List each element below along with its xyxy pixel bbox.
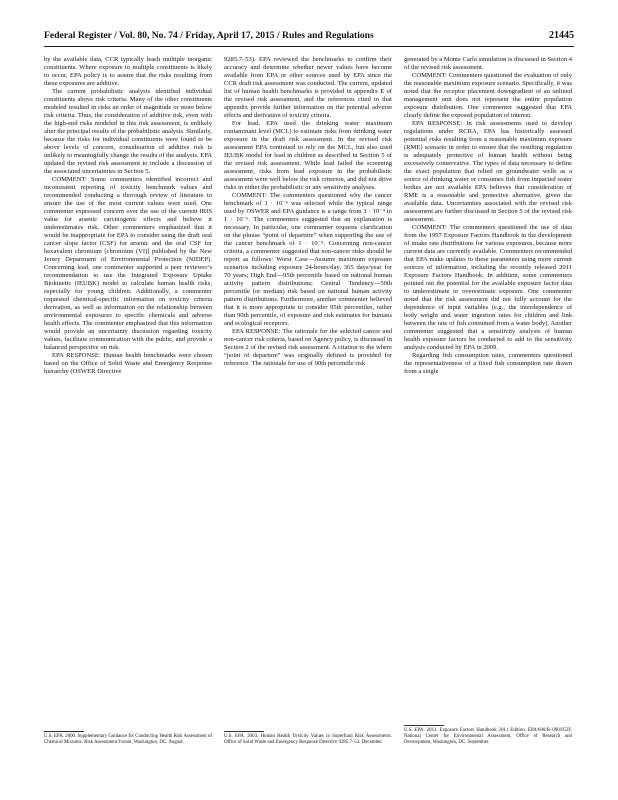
paragraph: For lead, EPA used the drinking water maximum contaminant level (MCL) to estimate risks from drinking water exposure in the draft risk assessment. In the revised risk assessment EPA continued to rely on the MCL, but also used IEUBK model for lead in children as described in Section 5 of the revised risk assessment. While lead failed the screening assessment, risks from lead exposure in the probabilistic assessment were well below the risk criterion, and did not drive risks in either the probabilistic or any sensitivity analyses. [224,120,392,191]
footnote-rule [44,731,84,732]
paragraph: COMMENT: Some commenters identified incorrect and inconsistent reporting of toxicity benchmark values and recommended conducting a thorough review of literature to ensure the use of the most current values were used. One commenter expressed concern over the use of the current IRIS value for arsenic carcinogenic effects and believe it underestimates risk. Other commenters emphasized that it would be inappropriate for EPA to consider using the draft oral cancer slope factor (CSF) for arsenic and the oral CSF for hexavalent chromium [chromium (VI)] published by the New Jersey Department of Environmental Protection (NJDEP). Concerning lead, one commenter supported a peer reviewer’s recommendation to use the Integrated Exposure Uptake Biokinetic (IEUBK) model to calculate human health risks, especially for young children. Additionally, a commenter requested chemical-specific information on toxicity criteria derivation, as well as information on the relationship between environmental exposures to specific chemicals and adverse health effects. The commenter emphasized that this information would provide an uncertainty discussion regarding toxicity values, facilitate communication with the public, and provide a balanced perspective on risk. [44,176,212,351]
column-body [404,56,572,722]
footnote: U.S. EPA. 2000. Supplementary Guidance for Conducting Health Risk Assessment of Chemical Mixtures. Risk Assessment Forum, Washington, DC. August. [44,734,212,745]
column-body [224,56,392,728]
column-2 [224,56,392,746]
footnote-rule [404,725,444,726]
header-citation: Federal Register / Vol. 80, No. 74 / Friday, April 17, 2015 / Rules and Regulations [44,30,374,41]
column-1 [44,56,212,746]
paragraph: COMMENT: The commenters questioned why the cancer benchmark of 1 · 10⁻⁵ was selected while the typical range used by OSWER and EPA guidance is a range from 1 · 10⁻⁴ to 1 · 10⁻⁶. The commenters suggested that an explanation is necessary. In particular, one commenter requests clarification on the phrase “point of departure” when supporting the use of the cancer benchmark of 1 · 10⁻⁵. Concerning non-cancer criteria, a commenter suggested that non-cancer risks should be report as follows: Worst Case—Assume maximum exposure scenarios including exposure 24-hours/day, 365 days/year for 70 years; High End—95th percentile based on national human activity pattern distributions; Central Tendency—50th percentile (or median) risk based on national human activity pattern distributions. Furthermore, another commenter believed that it is more appropriate to consider 95th percentiles, rather than 90th percentile, of exposure and risk estimates for humans and ecological receptors. [224,192,392,327]
paragraph: generated by a Monte Carlo simulation is discussed in Section 4 of the revised risk assessment. [404,56,572,71]
column-body [44,56,212,728]
text-columns [44,56,574,746]
paragraph: COMMENT: The commenters questioned the use of data from the 1997 Exposure Factors Handbook in the development of intake rate distributions for various exposures, because more current data are currently available. Commenters recommended that EPA make updates to these parameters using more current sources of information, including the recently released 2011 Exposure Factors Handbook. In addition, some commenters pointed out the potential for the available exposure factor data to underestimate or overestimate exposure. One commenter noted that the risk assessment did not fully account for the dependence of input variables (e.g., the interdependence of body weight and water ingestion rates for children and link between the rate of fish consumed from a water body). Another commenter suggested that a sensitivity analysis of human health exposure factors be conducted to add to the sensitivity analysis conducted by EPA in 2009. [404,224,572,351]
page-header [44,30,574,44]
paragraph: Regarding fish consumption rates, commenters questioned the representativeness of a fixed fish consumption rate drawn from a single [404,352,572,375]
paragraph: The current probabilistic analysis identified individual constituents above risk criteria. Many of the other constituents modeled resulted in risks an order of magnitude or more below risk criteria. Thus, the consideration of additive risk, even with the high-end risks modeled in this risk assessment, is unlikely alter the principal results of the probabilistic analysis. Similarly, because the risks for individual constituents were found to be above levels of concern, consideration of additive risk is unlikely to meaningfully change the results of the analysis. EPA updated the revised risk assessment to include a discussion of the associated uncertainties in Section 5. [44,88,212,175]
page-number: 21445 [549,30,574,41]
footnote: U.S. EPA. 2003. Human Health Toxicity Values in Superfund Risk Assessments. Office of Solid Waste and Emergency Response Directive 9285.7–53. December. [224,734,392,745]
paragraph: EPA RESPONSE: In risk assessments used to develop regulations under RCRA, EPA has historically assessed potential risks resulting from a reasonable maximum exposure (RME) scenario in order to ensure that the resulting regulation is adequately protective of human health without being excessively conservative. The types of data necessary to define the exact population that relied on groundwater wells as a source of drinking water or consumes fish from impacted water bodies are not available EPA believes that consideration of RME is a reasonable and protective alternative, given the available data. Uncertainties associated with the revised risk assessment are further discussed in Section 5 of the revised risk assessment. [404,120,572,223]
paragraph: by the available data, CCR typically leach multiple inorganic constituents. Where exposure to multiple constituents is likely to occur, EPA policy is to assure that the risks resulting from these exposures are additive. [44,56,212,87]
header-rule [44,46,574,47]
footnote: U.S. EPA. 2011. Exposure Factors Handbook 2011 Edition. EPA/600/R–090/052F. National Center for Environmental Assessment, Office of Research and Development, Washington, DC. September. [404,728,572,745]
paragraph: EPA RESPONSE: The rationale for the selected cancer and non-cancer risk criteria, based on Agency policy, is discussed in Section 2 of the revised risk assessment. A citation to the where “point of departure” was originally defined is provided for reference. The rationale for use of 90th percentile risk [224,328,392,367]
paragraph: 9285.7–53). EPA reviewed the benchmarks to confirm their accuracy and determine whether newer values have become available from EPA or other sources used by EPA since the CCR draft risk assessment was conducted. The current, updated list of human health benchmarks is provided in appendix E of the revised risk assessment, and the references cited in that appendix provide further information on the potential adverse effects and derivation of toxicity criteria. [224,56,392,119]
footnote-rule [224,731,264,732]
paragraph: EPA RESPONSE: Human health benchmarks were chosen based on the Office of Solid Waste and Emergency Response hierarchy (OSWER Directive [44,352,212,375]
column-3 [404,56,572,746]
paragraph: COMMENT: Commenters questioned the evaluation of only the reasonable maximum exposure scenario. Specifically, it was noted that the receptor placement downgradient of an unlined management unit does not represent the entire population exposure distribution. One commenter suggested that EPA clearly define the exposed population of interest. [404,72,572,119]
